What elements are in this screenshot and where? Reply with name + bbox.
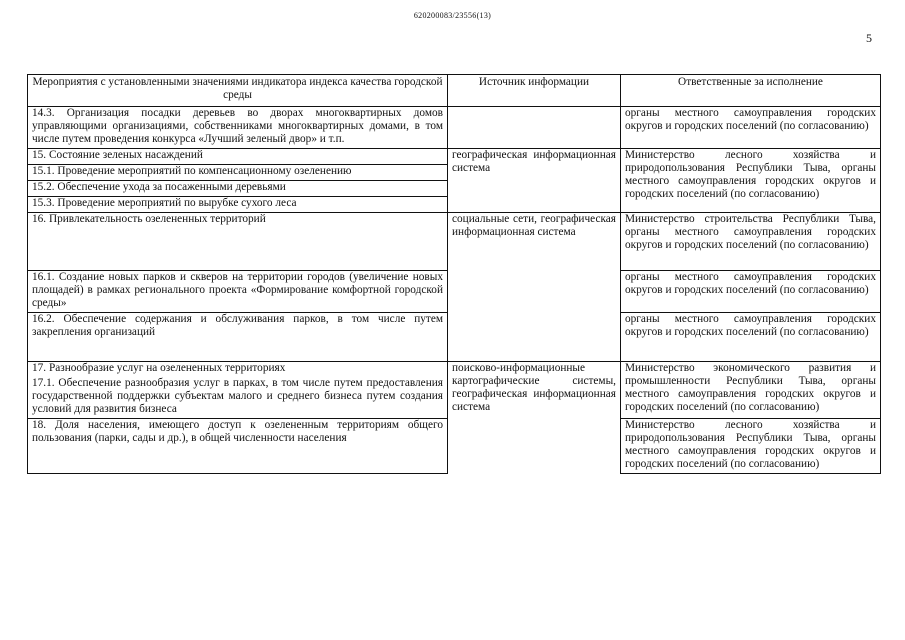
responsible-cell: органы местного самоуправления городских округов и городских поселений (по согласованию) (621, 107, 881, 149)
table-header-row (28, 75, 881, 107)
responsible-cell: органы местного самоуправления городских округов и городских поселений (по согласованию) (621, 313, 881, 362)
measure-cell: 14.3. Организация посадки деревьев во дворах многоквартирных домов управляющими организациями, собственниками многоквартирных домами, в том числе путем проведения конкурса «Лучший зеленый двор» и т.п. (28, 107, 448, 149)
column-header-source: Источник информации (448, 75, 621, 107)
page-number: 5 (866, 31, 872, 45)
measure-cell: 17. Разнообразие услуг на озелененных территориях (28, 362, 448, 378)
table-row (28, 107, 881, 149)
responsible-cell: Министерство лесного хозяйства и природопользования Республики Тыва, органы местного самоуправления городских округов и городских поселений (по согласованию) (621, 419, 881, 474)
column-header-measures: Мероприятия с установленными значениями индикатора индекса качества городской среды (28, 75, 448, 107)
source-cell: социальные сети, географическая информационная система (448, 213, 621, 362)
measure-cell: 16.2. Обеспечение содержания и обслуживания парков, в том числе путем закрепления организаций (28, 313, 448, 362)
measure-cell: 15.3. Проведение мероприятий по вырубке сухого леса (28, 197, 448, 213)
column-header-responsible: Ответственные за исполнение (621, 75, 881, 107)
document-id: 620200083/23556(13) (413, 11, 492, 20)
responsible-cell: Министерство строительства Республики Тыва, органы местного самоуправления городских округов и городских поселений (по согласованию) (621, 213, 881, 271)
source-cell (448, 107, 621, 149)
responsible-cell: Министерство экономического развития и промышленности Республики Тыва, органы местного самоуправления городских округов и городских поселений (по согласованию) (621, 362, 881, 419)
measure-cell: 16.1. Создание новых парков и скверов на территории городов (увеличение новых площадей) в рамках регионального проекта «Формирование комфортной городской среды» (28, 271, 448, 313)
measures-table (27, 74, 881, 474)
source-cell: географическая информационная система (448, 149, 621, 213)
measure-cell: 15. Состояние зеленых насаждений (28, 149, 448, 165)
source-cell: поисково-информационные картографические системы, географическая информационная система (448, 362, 621, 474)
measure-cell: 15.2. Обеспечение ухода за посаженными деревьями (28, 181, 448, 197)
measure-cell: 17.1. Обеспечение разнообразия услуг в парках, в том числе путем предоставления государственной поддержки субъектам малого и среднего бизнеса путем создания условий для развития бизнеса (28, 377, 448, 419)
table-row (28, 149, 881, 165)
table-row (28, 362, 881, 378)
table-row (28, 213, 881, 271)
measure-cell: 15.1. Проведение мероприятий по компенсационному озеленению (28, 165, 448, 181)
responsible-cell: Министерство лесного хозяйства и природопользования Республики Тыва, органы местного самоуправления городских округов и городских поселений (по согласованию) (621, 149, 881, 213)
measure-cell: 18. Доля населения, имеющего доступ к озелененным территориям общего пользования (парки, сады и др.), в общей численности населения (28, 419, 448, 474)
responsible-cell: органы местного самоуправления городских округов и городских поселений (по согласованию) (621, 271, 881, 313)
measure-cell: 16. Привлекательность озелененных территорий (28, 213, 448, 271)
